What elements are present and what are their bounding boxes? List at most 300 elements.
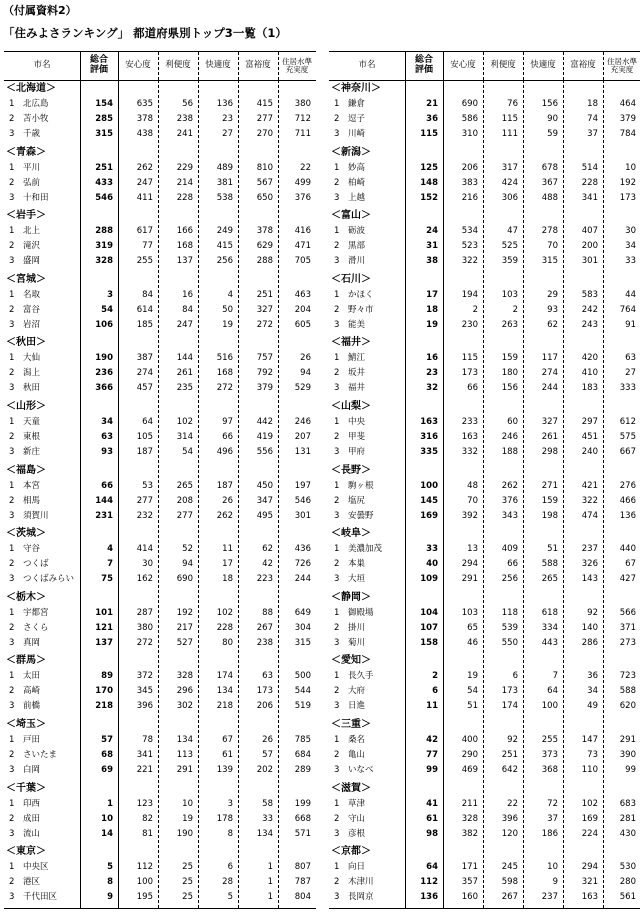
fuyu-score: 421 <box>581 480 598 491</box>
table-row <box>329 890 640 905</box>
table-row <box>329 621 640 636</box>
table-row <box>329 445 640 460</box>
total-score: 231 <box>95 510 113 521</box>
fuyu-score: 183 <box>581 383 598 394</box>
anshin-score: 19 <box>467 671 478 682</box>
total-score: 158 <box>420 637 438 648</box>
table-row <box>329 733 640 748</box>
fuyu-score: 419 <box>256 432 273 442</box>
kaiteki-score: 168 <box>216 368 233 379</box>
total-score: 57 <box>101 735 113 745</box>
jukyo-score: 649 <box>294 607 311 618</box>
city-name: 潟上 <box>23 368 41 379</box>
fuyu-score: 173 <box>256 686 273 697</box>
rank-number: 1 <box>334 353 340 364</box>
prefecture-group <box>4 400 316 469</box>
table-row <box>329 875 640 890</box>
kaiteki-score: 6 <box>227 862 233 873</box>
rank-number: 3 <box>334 447 340 457</box>
kaiteki-score: 67 <box>222 735 233 745</box>
column-header-anshin: 安心度 <box>125 60 151 71</box>
jukyo-score: 529 <box>294 383 311 394</box>
rank-number: 1 <box>334 417 340 427</box>
kaiteki-score: 237 <box>541 892 558 903</box>
kaiteki-score: 187 <box>216 480 233 491</box>
riben-score: 525 <box>501 241 518 252</box>
jukyo-score: 380 <box>294 99 311 109</box>
riben-score: 306 <box>501 192 518 203</box>
city-name: 木津川 <box>348 877 374 888</box>
anshin-score: 195 <box>136 892 153 903</box>
jukyo-score: 315 <box>294 637 311 648</box>
kaiteki-score: 64 <box>547 686 558 697</box>
riben-score: 168 <box>176 241 193 252</box>
rank-number: 3 <box>334 510 340 521</box>
anshin-score: 233 <box>461 417 478 427</box>
prefecture-group <box>4 845 316 914</box>
column-divider <box>405 52 406 80</box>
anshin-score: 383 <box>461 177 478 188</box>
column-header-fuyu: 富裕度 <box>570 60 596 71</box>
anshin-score: 70 <box>467 495 478 506</box>
jukyo-score: 804 <box>294 892 311 903</box>
total-score: 366 <box>95 383 113 394</box>
riben-score: 84 <box>182 304 193 315</box>
total-score: 19 <box>426 319 438 330</box>
rank-number: 3 <box>334 765 340 775</box>
riben-score: 25 <box>182 862 193 873</box>
riben-score: 25 <box>182 892 193 903</box>
city-name: 福井 <box>348 383 366 394</box>
rank-number: 2 <box>9 622 15 633</box>
kaiteki-score: 27 <box>222 129 233 139</box>
prefecture-name: ＜岐阜＞ <box>331 528 371 540</box>
jukyo-score: 281 <box>619 813 636 824</box>
city-name: 亀山 <box>348 750 366 760</box>
kaiteki-score: 278 <box>541 226 558 237</box>
jukyo-score: 67 <box>625 559 636 570</box>
table-row <box>4 797 316 812</box>
table-bottom-rule <box>329 908 640 909</box>
kaiteki-score: 368 <box>541 765 558 775</box>
prefecture-group <box>329 209 640 278</box>
total-score: 61 <box>426 813 438 824</box>
total-score: 2 <box>432 671 438 682</box>
anshin-score: 160 <box>461 892 478 903</box>
column-header-jukyo: 住居水準 充実度 <box>607 56 637 74</box>
kaiteki-score: 516 <box>216 353 233 364</box>
anshin-score: 392 <box>461 510 478 521</box>
city-name: 鯖江 <box>348 353 366 364</box>
anshin-score: 255 <box>136 256 153 267</box>
riben-score: 302 <box>176 701 193 712</box>
kaiteki-score: 3 <box>227 798 233 809</box>
city-name: 鎌倉 <box>348 99 366 109</box>
kaiteki-score: 249 <box>216 226 233 237</box>
prefecture-group <box>4 146 316 215</box>
jukyo-score: 94 <box>300 368 311 379</box>
table-row <box>329 381 640 396</box>
total-score: 4 <box>107 544 113 555</box>
column-header-kaiteki: 快適度 <box>205 60 231 71</box>
kaiteki-score: 26 <box>222 495 233 506</box>
fuyu-score: 42 <box>262 559 273 570</box>
kaiteki-score: 29 <box>547 289 558 300</box>
jukyo-score: 390 <box>619 750 636 760</box>
city-name: 駒ヶ根 <box>348 480 374 491</box>
anshin-score: 65 <box>467 622 478 633</box>
fuyu-score: 474 <box>581 510 598 521</box>
city-name: 宇都宮 <box>23 607 49 618</box>
table-row <box>329 97 640 112</box>
table-row <box>329 509 640 524</box>
table-row <box>4 827 316 842</box>
riben-score: 192 <box>176 607 193 618</box>
total-score: 125 <box>420 162 438 173</box>
rank-number: 3 <box>9 892 15 903</box>
city-name: 前橋 <box>23 701 41 712</box>
total-score: 32 <box>426 383 438 394</box>
fuyu-score: 270 <box>256 129 273 139</box>
rank-number: 2 <box>9 432 15 442</box>
riben-score: 159 <box>501 353 518 364</box>
fuyu-score: 379 <box>256 383 273 394</box>
fuyu-score: 322 <box>581 495 598 506</box>
kaiteki-score: 381 <box>216 177 233 188</box>
kaiteki-score: 198 <box>541 510 558 521</box>
fuyu-score: 202 <box>256 765 273 775</box>
rank-number: 1 <box>9 289 15 300</box>
table-row <box>329 430 640 445</box>
riben-score: 241 <box>176 129 193 139</box>
prefecture-name: ＜東京＞ <box>6 846 46 858</box>
jukyo-score: 612 <box>619 417 636 427</box>
rank-number: 1 <box>334 862 340 873</box>
page-title: 「住みよさランキング」 都道府県別トップ3一覧（1） <box>3 26 287 40</box>
city-name: 成田 <box>23 813 41 824</box>
riben-score: 47 <box>507 226 518 237</box>
kaiteki-score: 23 <box>222 114 233 124</box>
table-row <box>4 572 316 587</box>
total-score: 1 <box>107 798 113 809</box>
city-name: 北上 <box>23 226 41 237</box>
riben-score: 256 <box>501 574 518 585</box>
column-divider <box>198 52 199 80</box>
city-name: 桑名 <box>348 735 366 745</box>
riben-score: 2 <box>512 304 518 315</box>
jukyo-score: 519 <box>294 701 311 712</box>
prefecture-name: ＜愛知＞ <box>331 655 371 667</box>
riben-score: 60 <box>507 417 518 427</box>
column-header-total: 総合 評価 <box>414 55 433 75</box>
city-name: 印西 <box>23 798 41 809</box>
fuyu-score: 415 <box>256 99 273 109</box>
rank-number: 2 <box>9 177 15 188</box>
riben-score: 376 <box>501 495 518 506</box>
anshin-score: 341 <box>136 750 153 760</box>
kaiteki-score: 18 <box>222 574 233 585</box>
anshin-score: 322 <box>461 256 478 267</box>
jukyo-score: 464 <box>619 99 636 109</box>
rank-number: 2 <box>9 686 15 697</box>
fuyu-score: 206 <box>256 701 273 712</box>
prefecture-name: ＜福島＞ <box>6 464 46 476</box>
anshin-score: 457 <box>136 383 153 394</box>
fuyu-score: 88 <box>262 607 273 618</box>
prefecture-group <box>4 782 316 851</box>
city-name: 戸田 <box>23 735 41 745</box>
table-row <box>329 288 640 303</box>
prefecture-name: ＜長野＞ <box>331 464 371 476</box>
fuyu-score: 36 <box>587 671 598 682</box>
total-score: 40 <box>426 559 438 570</box>
fuyu-score: 62 <box>262 544 273 555</box>
rank-number: 3 <box>334 319 340 330</box>
prefecture-name: ＜岩手＞ <box>6 210 46 222</box>
riben-score: 262 <box>501 480 518 491</box>
total-score: 7 <box>107 559 113 570</box>
riben-score: 166 <box>176 226 193 237</box>
rank-number: 2 <box>334 686 340 697</box>
kaiteki-score: 7 <box>552 671 558 682</box>
anshin-score: 105 <box>136 432 153 442</box>
kaiteki-score: 59 <box>547 129 558 139</box>
city-name: 北広島 <box>23 99 49 109</box>
column-divider <box>603 52 604 80</box>
riben-score: 66 <box>507 559 518 570</box>
kaiteki-score: 244 <box>541 383 558 394</box>
riben-score: 328 <box>176 671 193 682</box>
total-score: 288 <box>95 226 113 237</box>
kaiteki-score: 28 <box>222 877 233 888</box>
column-header-city: 市名 <box>358 60 376 71</box>
city-name: 相馬 <box>23 495 41 506</box>
jukyo-score: 784 <box>619 129 636 139</box>
prefecture-group <box>329 591 640 660</box>
table-row <box>4 161 316 176</box>
rank-number: 3 <box>9 319 15 330</box>
kaiteki-score: 97 <box>222 417 233 427</box>
table-row <box>329 684 640 699</box>
total-score: 115 <box>420 129 438 139</box>
total-score: 68 <box>101 750 113 760</box>
anshin-score: 382 <box>461 828 478 839</box>
fuyu-score: 74 <box>587 114 598 124</box>
fuyu-score: 143 <box>581 574 598 585</box>
kaiteki-score: 19 <box>222 319 233 330</box>
jukyo-score: 33 <box>625 256 636 267</box>
city-name: 盛岡 <box>23 256 41 267</box>
table-row <box>329 161 640 176</box>
table-row <box>329 112 640 127</box>
column-header-kaiteki: 快適度 <box>530 60 556 71</box>
riben-score: 317 <box>501 162 518 173</box>
fuyu-score: 297 <box>581 417 598 427</box>
riben-score: 642 <box>501 765 518 775</box>
riben-score: 52 <box>182 544 193 555</box>
table-row <box>4 176 316 191</box>
prefecture-group <box>329 400 640 469</box>
anshin-score: 617 <box>136 226 153 237</box>
jukyo-score: 807 <box>294 862 311 873</box>
riben-score: 174 <box>501 701 518 712</box>
jukyo-score: 668 <box>294 813 311 824</box>
anshin-score: 46 <box>467 637 478 648</box>
riben-score: 229 <box>176 162 193 173</box>
city-name: つくば <box>23 559 49 570</box>
city-name: 滑川 <box>348 256 366 267</box>
jukyo-score: 246 <box>294 417 311 427</box>
riben-score: 359 <box>501 256 518 267</box>
fuyu-score: 495 <box>256 510 273 521</box>
anshin-score: 51 <box>467 701 478 712</box>
anshin-score: 414 <box>136 544 153 555</box>
fuyu-score: 407 <box>581 226 598 237</box>
riben-score: 267 <box>501 892 518 903</box>
rank-number: 1 <box>9 162 15 173</box>
prefecture-name: ＜京都＞ <box>331 846 371 858</box>
riben-score: 120 <box>501 828 518 839</box>
prefecture-group <box>329 654 640 723</box>
rank-number: 3 <box>9 828 15 839</box>
table-row <box>4 542 316 557</box>
riben-score: 94 <box>182 559 193 570</box>
prefecture-group <box>329 82 640 151</box>
jukyo-score: 546 <box>294 495 311 506</box>
table-row <box>4 699 316 714</box>
kaiteki-score: 102 <box>216 607 233 618</box>
total-score: 93 <box>101 447 113 457</box>
rank-number: 3 <box>9 383 15 394</box>
prefecture-name: ＜山梨＞ <box>331 401 371 412</box>
rank-number: 1 <box>334 226 340 237</box>
table-row <box>4 430 316 445</box>
riben-score: 54 <box>182 447 193 457</box>
city-name: 草津 <box>348 798 366 809</box>
city-name: 甲府 <box>348 447 366 457</box>
total-score: 23 <box>426 368 438 379</box>
rank-number: 1 <box>9 99 15 109</box>
fuyu-score: 286 <box>581 637 598 648</box>
city-name: 向日 <box>348 862 366 873</box>
rank-number: 1 <box>9 798 15 809</box>
table-row <box>4 509 316 524</box>
city-name: 大府 <box>348 686 366 697</box>
table-row <box>4 318 316 333</box>
fuyu-score: 267 <box>256 622 273 633</box>
rank-number: 3 <box>334 828 340 839</box>
total-score: 66 <box>101 480 113 491</box>
jukyo-score: 723 <box>619 671 636 682</box>
prefecture-name: ＜秋田＞ <box>6 337 46 349</box>
kaiteki-score: 538 <box>216 192 233 203</box>
total-score: 54 <box>101 304 113 315</box>
riben-score: 22 <box>507 798 518 809</box>
city-name: 秋田 <box>23 383 41 394</box>
column-divider <box>80 52 81 80</box>
fuyu-score: 33 <box>262 813 273 824</box>
kaiteki-score: 228 <box>216 622 233 633</box>
riben-score: 598 <box>501 877 518 888</box>
total-score: 69 <box>101 765 113 775</box>
anshin-score: 171 <box>461 862 478 873</box>
prefecture-group <box>329 782 640 851</box>
riben-score: 144 <box>176 353 193 364</box>
table-row <box>329 191 640 206</box>
fuyu-score: 650 <box>256 192 273 203</box>
table-row <box>4 303 316 318</box>
total-score: 3 <box>107 289 113 300</box>
total-score: 34 <box>101 417 113 427</box>
rank-number: 2 <box>334 304 340 315</box>
riben-score: 113 <box>176 750 193 760</box>
riben-score: 190 <box>176 828 193 839</box>
fuyu-score: 200 <box>581 241 598 252</box>
total-score: 98 <box>426 828 438 839</box>
fuyu-score: 1 <box>267 892 273 903</box>
riben-score: 115 <box>501 114 518 124</box>
kaiteki-score: 415 <box>216 241 233 252</box>
table-row <box>329 254 640 269</box>
total-score: 100 <box>420 480 438 491</box>
prefecture-name: ＜新潟＞ <box>331 146 371 158</box>
rank-number: 2 <box>9 114 15 124</box>
riben-score: 690 <box>176 574 193 585</box>
table-row <box>329 557 640 572</box>
total-score: 148 <box>420 177 438 188</box>
total-score: 319 <box>95 241 113 252</box>
rank-number: 1 <box>9 607 15 618</box>
total-score: 136 <box>420 892 438 903</box>
riben-score: 137 <box>176 256 193 267</box>
city-name: 白岡 <box>23 765 41 775</box>
table-row <box>4 875 316 890</box>
rank-number: 2 <box>9 304 15 315</box>
city-name: 安曇野 <box>348 510 374 521</box>
table-row <box>4 669 316 684</box>
jukyo-score: 605 <box>294 319 311 330</box>
prefecture-group <box>329 718 640 787</box>
kaiteki-score: 496 <box>216 447 233 457</box>
riben-score: 314 <box>176 432 193 442</box>
city-name: 弘前 <box>23 177 41 188</box>
city-name: 富谷 <box>23 304 41 315</box>
anshin-score: 294 <box>461 559 478 570</box>
table-row <box>329 351 640 366</box>
fuyu-score: 1 <box>267 877 273 888</box>
jukyo-score: 280 <box>619 877 636 888</box>
jukyo-score: 764 <box>619 304 636 315</box>
fuyu-score: 37 <box>587 129 598 139</box>
total-score: 14 <box>101 828 113 839</box>
fuyu-score: 327 <box>256 304 273 315</box>
kaiteki-score: 186 <box>541 828 558 839</box>
column-header-fuyu: 富裕度 <box>245 60 271 71</box>
prefecture-group <box>4 464 316 533</box>
jukyo-score: 379 <box>619 114 636 124</box>
city-name: 上越 <box>348 192 366 203</box>
rank-number: 1 <box>334 99 340 109</box>
total-score: 99 <box>426 765 438 775</box>
jukyo-score: 333 <box>619 383 636 394</box>
jukyo-score: 192 <box>619 177 636 188</box>
kaiteki-score: 271 <box>541 480 558 491</box>
anshin-score: 400 <box>461 735 478 745</box>
anshin-score: 112 <box>136 862 153 873</box>
rank-number: 2 <box>334 432 340 442</box>
jukyo-score: 244 <box>294 574 311 585</box>
anshin-score: 469 <box>461 765 478 775</box>
